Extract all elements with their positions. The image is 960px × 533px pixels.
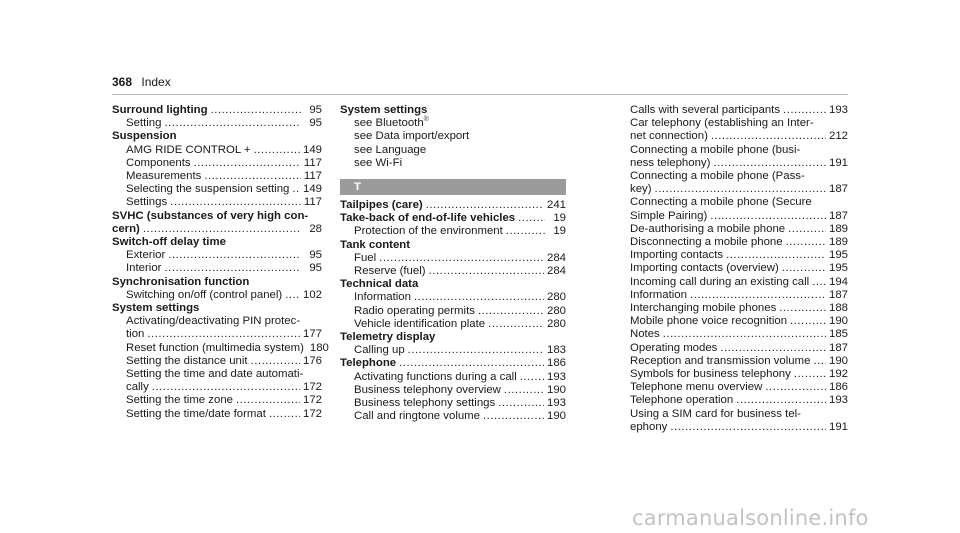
page-number: 368 [112,75,133,89]
index-subentry[interactable] [112,262,322,275]
dot-leader [211,104,301,117]
index-entry [112,130,322,143]
entry-text: Importing contacts [630,249,724,262]
entry-text: Fuel [354,251,377,264]
page-title: Index [141,75,171,89]
entry-text: Reserve (fuel) [354,265,426,278]
dot-leader [251,355,300,368]
index-subentry[interactable] [340,291,566,304]
index-entry [340,239,566,252]
index-entry[interactable] [630,210,848,223]
entry-page-number: 195 [828,249,848,262]
entry-page-number: 172 [302,407,322,420]
entry-page-number: 102 [302,288,322,301]
dot-leader [204,170,300,183]
index-entry [630,196,848,209]
entry-page-number: 241 [546,199,566,212]
index-subentry [340,117,566,130]
entry-text: Components [126,156,191,169]
index-entry[interactable] [630,249,848,262]
entry-page-number: 117 [303,170,322,183]
entry-page-number: 172 [302,381,322,394]
dot-leader [663,328,826,341]
entry-page-number: 193 [828,394,848,407]
index-subentry[interactable] [340,410,566,423]
entry-text: Suspension [112,130,177,143]
entry-page-number: 284 [546,251,566,264]
entry-page-number: 195 [828,262,848,275]
index-subentry [112,368,322,381]
entry-page-number: 177 [302,328,322,341]
entry-text: Interchanging mobile phones [630,302,777,315]
entry-page-number: 19 [553,225,566,238]
entry-text: Telephone menu overview [630,381,763,394]
index-entry[interactable] [340,199,566,212]
entry-page-number: 191 [828,156,848,169]
index-entry[interactable] [630,183,848,196]
index-subentry[interactable] [112,289,322,302]
index-subentry[interactable] [340,252,566,265]
dot-leader [786,236,826,249]
entry-text: Incoming call during an existing call [630,275,810,288]
entry-text: Reception and transmission volume [630,354,811,367]
entry-text: Tailpipes (care) [340,199,423,212]
index-entry[interactable] [630,104,848,117]
index-entry[interactable] [630,328,848,341]
dot-leader [399,357,544,370]
entry-text: Disconnecting a mobile phone [630,236,783,249]
dot-leader [408,344,544,357]
entry-page-number: 186 [546,357,566,370]
entry-text: Setting the distance unit [126,354,248,367]
index-entry[interactable] [112,104,322,117]
index-entry[interactable] [630,355,848,368]
index-entry[interactable] [630,368,848,381]
entry-page-number: 194 [828,275,848,288]
entry-text: Calling up [354,344,405,357]
entry-text: Using a SIM card for business tel- [630,407,801,420]
index-entry [340,331,566,344]
index-entry[interactable] [630,276,848,289]
entry-text: Connecting a mobile phone (busi- [630,143,801,156]
entry-text: ephony [630,420,668,433]
dot-leader [143,223,301,236]
dot-leader [506,225,545,238]
entry-text: Setting the time and date automati- [126,368,304,381]
index-subentry[interactable] [340,225,566,238]
entry-page-number: 19 [553,212,566,225]
entry-text: Telemetry display [340,331,436,344]
index-entry [112,302,322,315]
entry-text: Connecting a mobile phone (Pass- [630,170,805,183]
entry-text: Setting [126,117,162,130]
dot-leader [518,212,545,225]
entry-page-number: 28 [309,222,322,235]
index-entry[interactable] [630,394,848,407]
entry-text: tion [126,328,145,341]
dot-leader [483,410,544,423]
dot-leader [170,196,301,209]
index-column-1 [112,104,329,421]
index-subentry[interactable] [340,344,566,357]
entry-text: Activating/deactivating PIN protec- [126,315,301,328]
entry-text: Call and ringtone volume [354,410,481,423]
index-entry [340,278,566,291]
index-subentry[interactable] [112,157,322,170]
index-subentry [340,130,566,143]
entry-text: Technical data [340,278,419,291]
dot-leader [690,289,826,302]
index-subentry[interactable] [340,371,566,384]
entry-text: Business telephony settings [354,397,496,410]
page-header [112,75,171,89]
index-entry[interactable] [630,315,848,328]
dot-leader [655,183,826,196]
index-subentry[interactable] [112,183,322,196]
entry-page-number: 280 [546,317,566,330]
entry-page-number: 280 [546,304,566,317]
entry-text: Selecting the suspension setting [126,183,290,196]
dot-leader [783,104,826,117]
entry-text: Calls with several participants [630,104,781,116]
entry-page-number: 190 [546,383,566,396]
entry-text: System settings [340,104,428,116]
entry-page-number: 95 [309,262,322,275]
dot-leader [414,291,544,304]
entry-page-number: 190 [546,410,566,423]
entry-text: Telephone [340,357,397,370]
index-entry[interactable] [340,357,566,370]
index-subentry[interactable] [112,117,322,130]
entry-text: Information [630,288,687,301]
dot-leader [726,249,826,262]
entry-page-number: 280 [546,291,566,304]
dot-leader [765,381,826,394]
index-entry[interactable] [630,130,848,143]
index-subentry[interactable] [340,265,566,278]
entry-text: AMG RIDE CONTROL + [126,143,251,156]
entry-text: Switch-off delay time [112,236,226,249]
dot-leader [236,394,300,407]
dot-leader [504,384,544,397]
index-entry[interactable] [630,223,848,236]
entry-text: Operating modes [630,341,718,354]
index-entry[interactable] [630,289,848,302]
entry-text: Interior [126,262,162,275]
entry-text: see Data import/export [354,130,470,143]
entry-page-number: 212 [828,130,848,143]
entry-text: Mobile phone voice recognition [630,315,788,328]
entry-text: Radio operating permits [354,304,475,317]
index-subentry[interactable] [340,318,566,331]
entry-text: see Wi-Fi [354,156,403,169]
index-entry [112,210,322,223]
dot-leader [713,157,826,170]
dot-leader [779,302,826,315]
index-entry[interactable] [630,262,848,275]
entry-text: cern) [112,222,140,235]
index-entry [630,117,848,130]
entry-text: Symbols for business telephony [630,368,791,381]
index-entry[interactable] [630,302,848,315]
entry-page-number: 95 [309,117,322,130]
entry-page-number: 193 [546,370,566,383]
entry-text: ness telephony) [630,156,711,169]
dot-leader [790,315,826,328]
entry-text: Setting the time zone [126,394,234,407]
index-subentry[interactable] [112,170,322,183]
dot-leader [147,328,300,341]
entry-text: Protection of the environment [354,225,503,238]
dot-leader [520,371,544,384]
entry-page-number: 187 [828,183,848,196]
entry-page-number: 172 [302,394,322,407]
section-letter: T [340,179,566,195]
entry-text: Vehicle identification plate [354,317,486,330]
index-subentry[interactable] [112,381,322,394]
entry-text: Telephone operation [630,394,734,407]
index-subentry[interactable] [340,397,566,410]
entry-page-number: 192 [828,368,848,381]
dot-leader [788,223,826,236]
index-entry[interactable] [630,236,848,249]
entry-page-number: 117 [303,156,322,169]
entry-text: Setting the time/date format [126,407,266,420]
entry-text: net connection) [630,130,708,143]
index-subentry[interactable] [340,305,566,318]
dot-leader [670,421,826,434]
dot-leader [292,183,300,196]
entry-text: Synchronisation function [112,275,250,288]
index-subentry[interactable] [112,249,322,262]
dot-leader [488,318,544,331]
index-entry [630,408,848,421]
entry-text: Tank content [340,238,411,251]
index-entry[interactable] [340,212,566,225]
index-subentry[interactable] [112,341,329,355]
entry-page-number: 185 [828,328,848,341]
entry-text: Importing contacts (overview) [630,262,779,275]
dot-leader [711,130,826,143]
entry-text: Switching on/off (control panel) [126,288,283,301]
index-subentry[interactable] [112,408,322,421]
dot-leader [269,408,300,421]
entry-text: see Language [354,143,427,156]
entry-text: Surround lighting [112,104,208,116]
index-entry [630,144,848,157]
entry-page-number: 193 [828,104,848,116]
entry-page-number: 183 [546,344,566,357]
header-divider [112,94,848,95]
index-entry[interactable] [630,421,848,434]
entry-page-number: 186 [828,381,848,394]
entry-text: Notes [630,328,660,341]
index-subentry[interactable] [112,144,322,157]
dot-leader [168,249,301,262]
entry-page-number: 189 [828,222,848,235]
entry-text: Settings [126,196,168,209]
entry-text: Business telephony overview [354,383,501,396]
entry-text: Information [354,291,411,304]
index-subentry[interactable] [112,355,322,368]
dot-leader [254,144,300,157]
entry-page-number: 149 [302,143,322,156]
entry-page-number: 187 [828,209,848,222]
index-entry [112,276,322,289]
entry-page-number: 190 [828,315,848,328]
index-entry[interactable] [630,157,848,170]
dot-leader [379,252,544,265]
index-entry [340,104,566,117]
watermark: carmanualsonline.info [632,506,869,530]
index-subentry[interactable] [112,328,322,341]
entry-page-number: 176 [302,354,322,367]
entry-text: SVHC (substances of very high con- [112,209,309,222]
entry-text: cally [126,381,149,394]
entry-page-number: 188 [828,302,848,315]
entry-page-number: 95 [309,104,322,116]
entry-page-number: 284 [546,265,566,278]
dot-leader [710,210,826,223]
entry-page-number: 193 [546,397,566,410]
entry-page-number: 187 [828,341,848,354]
dot-leader [812,276,826,289]
dot-leader [429,265,544,278]
entry-text: Exterior [126,249,166,262]
entry-text: Connecting a mobile phone (Secure [630,196,812,209]
index-column-2 [340,104,566,423]
index-subentry [340,157,566,170]
entry-text: key) [630,183,652,196]
entry-page-number: 189 [828,236,848,249]
dot-leader [194,157,301,170]
entry-page-number: 180 [309,341,329,354]
dot-leader [794,368,826,381]
index-subentry[interactable] [112,394,322,407]
entry-text: System settings [112,302,200,315]
dot-leader [478,305,544,318]
entry-text: Take-back of end-of-life vehicles [340,212,516,225]
index-entry [630,170,848,183]
entry-page-number: 149 [302,183,322,196]
index-entry[interactable] [112,223,322,236]
dot-leader [813,355,826,368]
dot-leader [736,394,826,407]
dot-leader [152,381,300,394]
index-column-3 [630,104,848,434]
dot-leader [164,117,301,130]
entry-text: De-authorising a mobile phone [630,222,786,235]
index-subentry[interactable] [340,384,566,397]
entry-page-number: 187 [828,288,848,301]
entry-text: Car telephony (establishing an Inter- [630,117,814,130]
index-subentry[interactable] [112,196,322,209]
index-entry [112,236,322,249]
entry-text: Measurements [126,170,202,183]
dot-leader [782,262,826,275]
dot-leader [720,342,826,355]
entry-text: Activating functions during a call [354,370,517,383]
index-entry[interactable] [630,342,848,355]
entry-page-number: 190 [828,354,848,367]
dot-leader [164,262,301,275]
dot-leader [426,199,544,212]
entry-page-number: 117 [303,196,322,209]
entry-text: see Bluetooth® [354,116,429,130]
entry-text: Simple Pairing) [630,209,708,222]
dot-leader [285,289,300,302]
index-subentry [340,144,566,157]
dot-leader [498,397,544,410]
index-entry[interactable] [630,381,848,394]
entry-text: Reset function (multimedia system) [126,341,304,354]
entry-page-number: 95 [309,249,322,262]
index-subentry [112,315,322,328]
entry-page-number: 191 [828,420,848,433]
